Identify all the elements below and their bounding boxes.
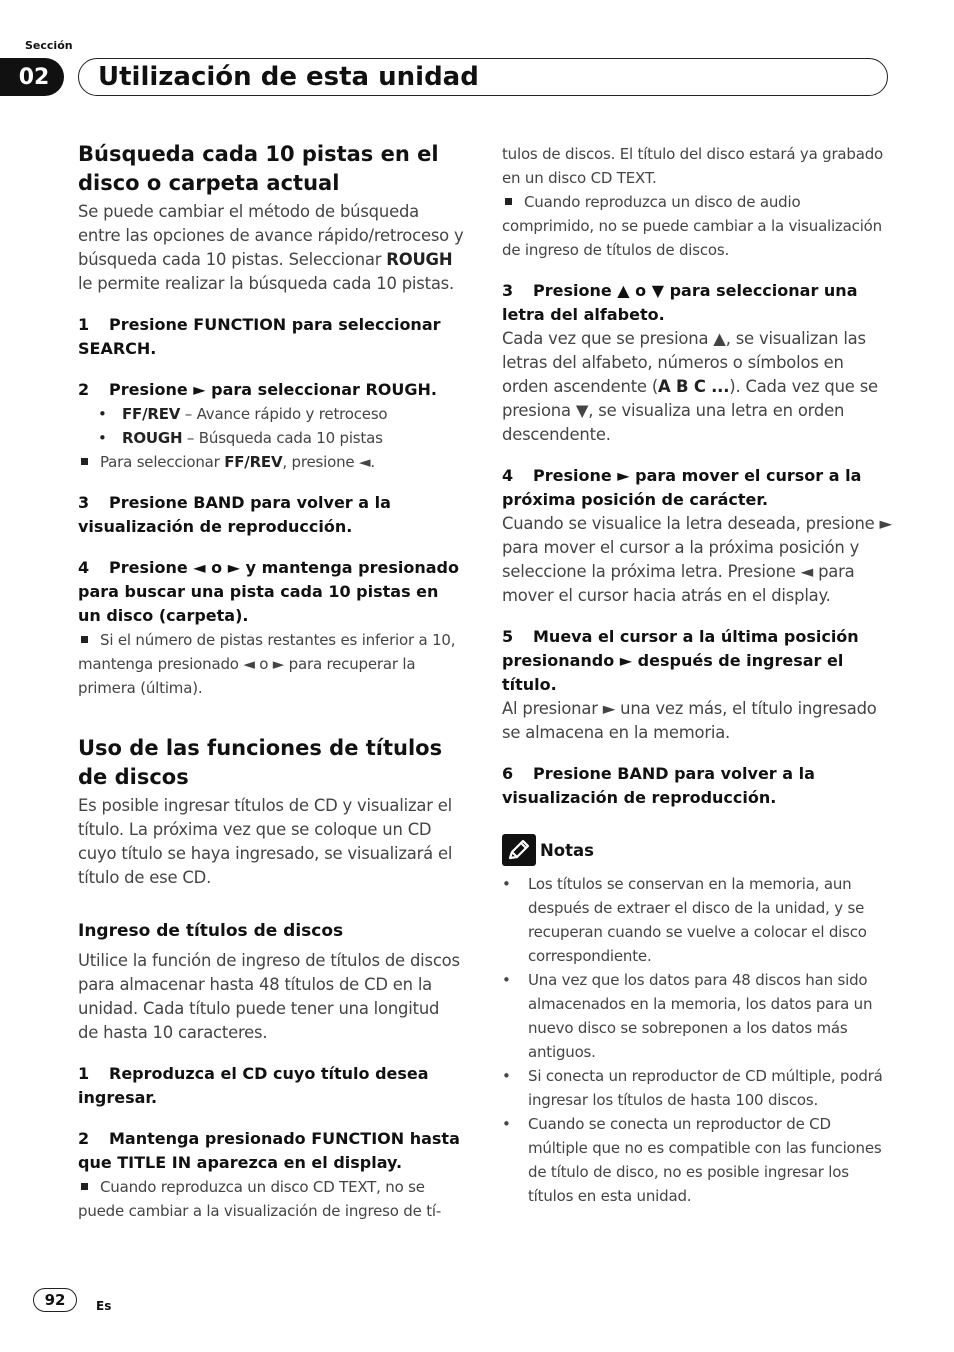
left-column [78, 140, 464, 1223]
step-4: 4 Presione ◄ o ► y mantenga presionado para buscar una pista cada 10 pistas en un disco (carpeta). [78, 558, 459, 625]
title-step-4: 4 Presione ► para mover el cursor a la próxima posición de carácter. [502, 466, 862, 509]
step-3: 3 Presione BAND para volver a la visualización de reproducción. [78, 493, 391, 536]
list-item: • Si conecta un reproductor de CD múltiple, podrá ingresar los títulos de hasta 100 discos. [502, 1064, 892, 1112]
title-step-2: 2 Mantenga presionado FUNCTION hasta que TITLE IN aparezca en el display. [78, 1129, 460, 1172]
note-remaining-tracks: Si el número de pistas restantes es inferior a 10, mantenga presionado ◄ o ► para recuperar la primera (última). [78, 631, 456, 697]
step-2: 2 Presione ► para seleccionar ROUGH. [78, 380, 437, 399]
list-item: • ROUGH – Búsqueda cada 10 pistas [78, 426, 464, 450]
note-ffrev: Para seleccionar FF/REV, presione ◄. [78, 450, 464, 474]
pencil-note-icon [502, 834, 536, 866]
title-step-6: 6 Presione BAND para volver a la visualización de reproducción. [502, 764, 815, 807]
chapter-title: Utilización de esta unidad [98, 62, 479, 92]
title-step-5: 5 Mueva el cursor a la última posición presionando ► después de ingresar el título. [502, 627, 859, 694]
page-number: 92 [33, 1288, 77, 1312]
section-number-badge: 02 [0, 58, 64, 96]
paragraph-move-cursor: Cuando se visualice la letra deseada, presione ► para mover el cursor a la próxima posición y seleccione la próxima letra. Presione ◄ para mover el cursor hacia atrás en el display. [502, 514, 892, 605]
option-list [78, 402, 464, 450]
square-bullet-icon [81, 1183, 88, 1190]
language-code: Es [96, 1299, 112, 1313]
title-step-1: 1 Reproduzca el CD cuyo título desea ingresar. [78, 1064, 429, 1107]
list-item: • Cuando se conecta un reproductor de CD múltiple que no es compatible con las funciones de título de disco, no es posible ingresar los títulos en esta unidad. [502, 1112, 892, 1208]
note-cd-text-continued: tulos de discos. El título del disco estará ya grabado en un disco CD TEXT. [502, 145, 884, 187]
right-column [502, 142, 892, 1208]
notes-title: Notas [540, 840, 594, 860]
square-bullet-icon [505, 198, 512, 205]
square-bullet-icon [81, 458, 88, 465]
list-item: • Los títulos se conservan en la memoria, aun después de extraer el disco de la unidad, y se recuperan cuando se vuelve a colocar el disco correspondiente. [502, 872, 892, 968]
note-compressed-audio: Cuando reproduzca un disco de audio comprimido, no se puede cambiar a la visualización de ingreso de títulos de discos. [502, 193, 882, 259]
paragraph-disc-titles: Es posible ingresar títulos de CD y visualizar el título. La próxima vez que se coloque un CD cuyo título se haya ingresado, se visualizará el título de ese CD. [78, 796, 453, 887]
notes-list [502, 872, 892, 1208]
square-bullet-icon [81, 636, 88, 643]
section-label: Sección [25, 39, 73, 52]
heading-search-10-tracks: Búsqueda cada 10 pistas en el disco o carpeta actual [78, 142, 439, 195]
step-1: 1 Presione FUNCTION para seleccionar SEARCH. [78, 315, 441, 358]
notes-header [502, 834, 892, 866]
paragraph-title-entry: Utilice la función de ingreso de títulos de discos para almacenar hasta 48 títulos de CD en la unidad. Cada título puede tener una longitud de hasta 10 caracteres. [78, 951, 460, 1042]
list-item: • FF/REV – Avance rápido y retroceso [78, 402, 464, 426]
heading-disc-titles: Uso de las funciones de títulos de discos [78, 736, 443, 789]
title-step-3: 3 Presione ▲ o ▼ para seleccionar una letra del alfabeto. [502, 281, 858, 324]
list-item: • Una vez que los datos para 48 discos han sido almacenados en la memoria, los datos para un nuevo disco se sobreponen a los datos más antiguos. [502, 968, 892, 1064]
note-cd-text: Cuando reproduzca un disco CD TEXT, no se puede cambiar a la visualización de ingreso de tí- [78, 1178, 442, 1220]
paragraph-search-method: Se puede cambiar el método de búsqueda entre las opciones de avance rápido/retroceso y búsqueda cada 10 pistas. Seleccionar ROUGH le permite realizar la búsqueda cada 10 pistas. [78, 202, 464, 293]
subheading-entering-titles: Ingreso de títulos de discos [78, 921, 344, 941]
paragraph-store-title: Al presionar ► una vez más, el título ingresado se almacena en la memoria. [502, 699, 877, 742]
paragraph-select-letter: Cada vez que se presiona ▲, se visualizan las letras del alfabeto, números o símbolos en orden ascendente (A B C ...). Cada vez que se presiona ▼, se visualiza una letra en orden descendente. [502, 329, 878, 444]
